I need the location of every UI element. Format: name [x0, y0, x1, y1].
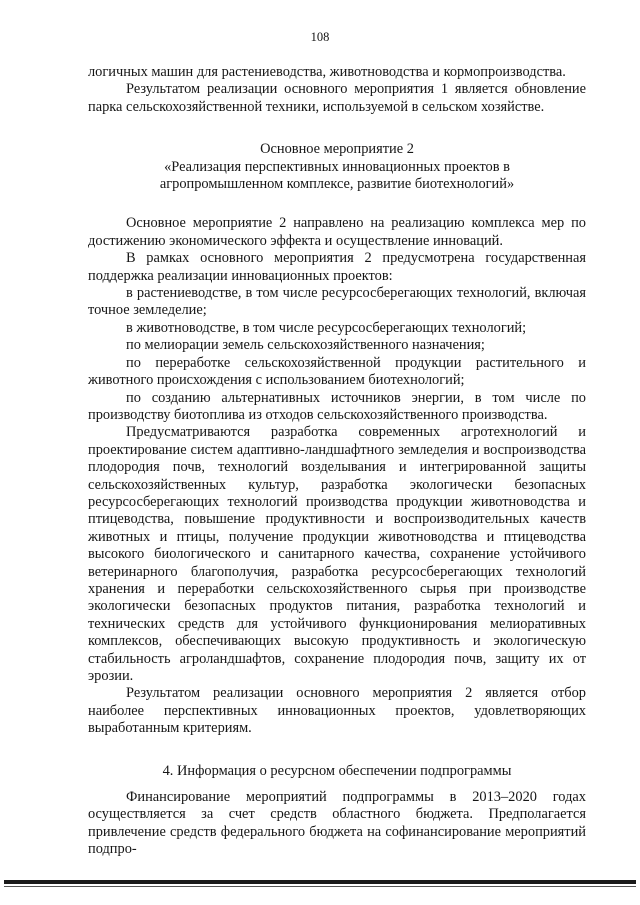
paragraph-continuation: логичных машин для растениеводства, животноводства и кормопроизводства.: [88, 64, 566, 80]
list-item: по мелиорации земель сельскохозяйственного назначения;: [126, 337, 485, 354]
section-4-heading: 4. Информация о ресурсном обеспечении подпрограммы: [162, 762, 512, 779]
spacer: [88, 738, 586, 763]
paragraph-result-1: Результатом реализации основного мероприятия 1 является обновление парка сельскохозяйственной техники, используемой в сельском хозяйстве.: [88, 81, 586, 115]
list-item: в животноводстве, в том числе ресурсосберегающих технологий;: [126, 319, 527, 336]
list-item: в растениеводстве, в том числе ресурсосберегающих технологий, включая точное земледелие;: [88, 285, 586, 319]
page-bottom-edge-shadow: [4, 886, 636, 887]
page-number: 108: [310, 30, 330, 44]
spacer: [88, 193, 586, 215]
section-2-subtitle-line-1: «Реализация перспективных инновационных проектов в: [164, 158, 510, 175]
paragraph: Основное мероприятие 2 направлено на реализацию комплекса мер по достижению экономического эффекта и осуществление инноваций.: [88, 215, 586, 249]
section-2-title: Основное мероприятие 2: [260, 141, 414, 158]
paragraph-result-2: Результатом реализации основного мероприятия 2 является отбор наиболее перспективных инновационных проектов, удовлетворяющих выработанным критериям.: [88, 685, 586, 737]
section-2-subtitle-line-2: агропромышленном комплексе, развитие биотехнологий»: [159, 176, 515, 193]
list-item: по созданию альтернативных источников энергии, в том числе по производству биотоплива из отходов сельскохозяйственного производства.: [88, 389, 586, 423]
paragraph: Предусматриваются разработка современных агротехнологий и проектирование систем адаптивно-ландшафтного земледелия и воспроизводства плодородия почв, технологий возделывания и интегрированной защиты сельскохозяйственных культур, разработка экологически безопасных ресурсосберегающих технологий производства продукции животноводства и птицеводства, повышение продуктивности и воспроизводительных качеств животных и птицы, получение продукции животноводства и птицеводства высокого биологического и санитарного качества, сохранение устойчивого ветеринарного благополучия, разработка ресурсосберегающих технологий хранения и переработки сельскохозяйственного сырья при производстве экологически безопасных продуктов питания, разработка технологий и технических средств для устойчивого функционирования мелиоративных комплексов, обеспечивающих высокую продуктивность и экологическую стабильность агроландшафтов, сохранение плодородия почв, защиту их от эрозии.: [88, 424, 586, 684]
paragraph: В рамках основного мероприятия 2 предусмотрена государственная поддержка реализации инновационных проектов:: [88, 250, 586, 284]
list-item: по переработке сельскохозяйственной продукции растительного и животного происхождения с использованием биотехнологий;: [88, 354, 586, 389]
paragraph: Финансирование мероприятий подпрограммы в 2013–2020 годах осуществляется за счет средств областного бюджета. Предполагается привлечение средств федерального бюджета на софинансирование мероприятий подпро-: [88, 789, 586, 858]
document-body: [88, 64, 586, 859]
spacer: [88, 780, 586, 789]
page-bottom-edge: [4, 880, 636, 884]
section-2-heading: [88, 141, 586, 193]
spacer: [88, 116, 586, 141]
section-2-body: [88, 215, 586, 737]
